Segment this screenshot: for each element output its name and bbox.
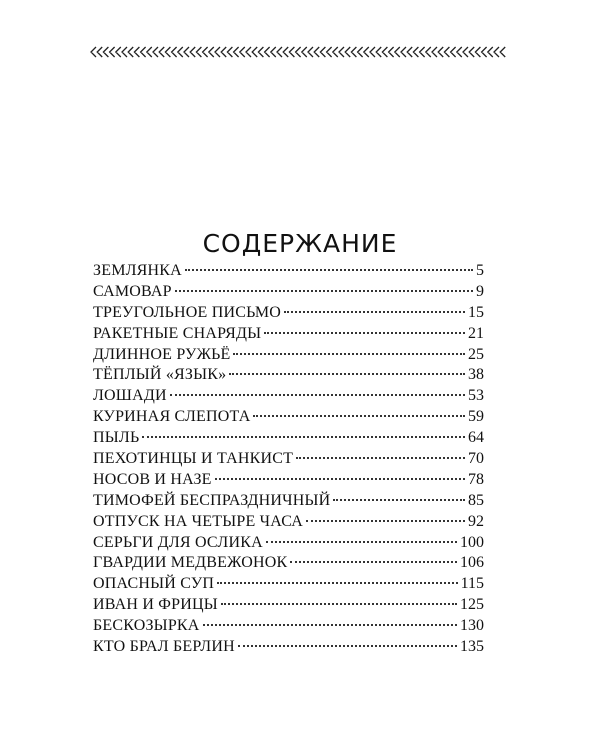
toc-entry-label: САМОВАР xyxy=(93,282,172,300)
toc-entry-label: ЗЕМЛЯНКА xyxy=(93,262,182,279)
toc-entry[interactable] xyxy=(93,345,484,366)
leader-dots xyxy=(170,393,465,396)
toc-entry[interactable] xyxy=(93,261,484,282)
toc-entry-label: НОСОВ И НАЗЕ xyxy=(93,470,212,488)
leader-dots xyxy=(296,456,465,459)
leader-dots xyxy=(238,644,457,647)
toc-entry-page: 15 xyxy=(468,303,484,321)
chevron-border-ornament xyxy=(90,46,508,58)
toc-entry-label: ТЁПЛЫЙ «ЯЗЫК» xyxy=(93,366,227,384)
leader-dots xyxy=(284,310,465,313)
chevron-pattern xyxy=(91,47,505,57)
toc-entry-page: 25 xyxy=(468,345,484,363)
leader-dots xyxy=(203,623,457,626)
toc-entry-label: КТО БРАЛ БЕРЛИН xyxy=(93,638,235,656)
toc-entry[interactable] xyxy=(93,386,484,407)
toc-entry-page: 115 xyxy=(460,575,484,593)
toc-entry[interactable] xyxy=(93,428,484,449)
toc-entry-page: 92 xyxy=(468,512,484,530)
table-of-contents xyxy=(93,261,484,658)
leader-dots xyxy=(217,581,457,584)
toc-entry[interactable] xyxy=(93,553,484,574)
toc-entry[interactable] xyxy=(93,282,484,303)
toc-entry[interactable] xyxy=(93,574,484,595)
toc-entry-page: 106 xyxy=(460,554,484,572)
toc-entry-page: 38 xyxy=(468,366,484,384)
toc-entry-page: 5 xyxy=(476,262,484,279)
toc-entry[interactable] xyxy=(93,533,484,554)
toc-entry-page: 78 xyxy=(468,470,484,488)
leader-dots xyxy=(221,602,457,605)
toc-entry[interactable] xyxy=(93,470,484,491)
toc-entry-page: 21 xyxy=(468,324,484,342)
toc-entry-label: ЛОШАДИ xyxy=(93,387,167,405)
toc-entry-page: 64 xyxy=(468,429,484,447)
leader-dots xyxy=(185,268,473,271)
toc-entry[interactable] xyxy=(93,616,484,637)
chevron-border-icon xyxy=(90,46,508,58)
toc-entry-label: СЕРЬГИ ДЛЯ ОСЛИКА xyxy=(93,533,263,551)
toc-entry[interactable] xyxy=(93,365,484,386)
leader-dots xyxy=(306,519,465,522)
toc-entry-label: РАКЕТНЫЕ СНАРЯДЫ xyxy=(93,324,262,342)
toc-entry[interactable] xyxy=(93,595,484,616)
toc-entry-label: ГВАРДИИ МЕДВЕЖОНОК xyxy=(93,554,288,572)
leader-dots xyxy=(233,352,465,355)
toc-entry[interactable] xyxy=(93,324,484,345)
leader-dots xyxy=(175,289,473,292)
toc-entry[interactable] xyxy=(93,303,484,324)
toc-entry[interactable] xyxy=(93,637,484,658)
toc-entry-page: 70 xyxy=(468,450,484,468)
leader-dots xyxy=(266,540,457,543)
toc-entry-label: ТРЕУГОЛЬНОЕ ПИСЬМО xyxy=(93,303,282,321)
toc-entry-label: ДЛИННОЕ РУЖЬЁ xyxy=(93,345,231,363)
page-title: СОДЕРЖАНИЕ xyxy=(202,228,398,258)
toc-entry[interactable] xyxy=(93,512,484,533)
toc-entry-label: ИВАН И ФРИЦЫ xyxy=(93,596,218,614)
leader-dots xyxy=(229,372,465,375)
toc-entry-page: 59 xyxy=(468,408,484,426)
toc-entry-page: 53 xyxy=(468,387,484,405)
toc-entry-label: ТИМОФЕЙ БЕСПРАЗДНИЧНЫЙ xyxy=(93,491,331,509)
toc-entry-label: ПЕХОТИНЦЫ И ТАНКИСТ xyxy=(93,450,294,468)
toc-entry-page: 130 xyxy=(460,617,484,635)
toc-entry-page: 125 xyxy=(460,596,484,614)
toc-entry-page: 85 xyxy=(468,491,484,509)
leader-dots xyxy=(264,331,465,334)
toc-entry[interactable] xyxy=(93,491,484,512)
toc-entry-page: 9 xyxy=(476,282,484,300)
toc-entry-page: 100 xyxy=(460,533,484,551)
leader-dots xyxy=(290,560,457,563)
toc-entry-label: КУРИНАЯ СЛЕПОТА xyxy=(93,408,251,426)
toc-entry[interactable] xyxy=(93,407,484,428)
leader-dots xyxy=(142,435,465,438)
toc-entry[interactable] xyxy=(93,449,484,470)
toc-entry-page: 135 xyxy=(460,638,484,656)
toc-entry-label: БЕСКОЗЫРКА xyxy=(93,617,200,635)
leader-dots xyxy=(215,477,465,480)
toc-entry-label: ОПАСНЫЙ СУП xyxy=(93,575,215,593)
toc-entry-label: ПЫЛЬ xyxy=(93,429,140,447)
toc-entry-label: ОТПУСК НА ЧЕТЫРЕ ЧАСА xyxy=(93,512,304,530)
leader-dots xyxy=(333,498,465,501)
leader-dots xyxy=(253,414,465,417)
